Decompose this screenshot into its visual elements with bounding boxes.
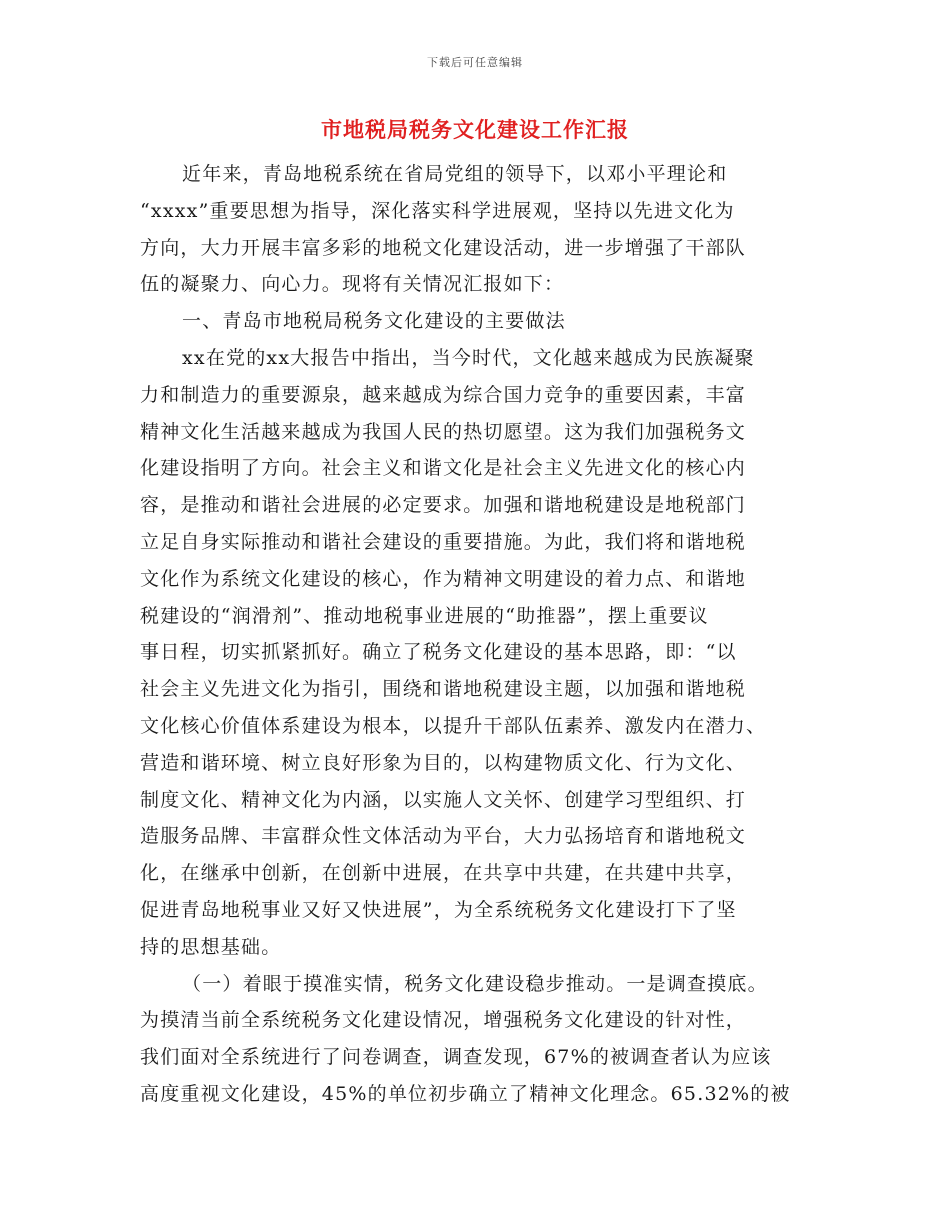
text-line: 事日程，切实抓紧抓好。确立了税务文化建设的基本思路，即：“以 bbox=[140, 641, 737, 664]
text-line: 文化核心价值体系建设为根本，以提升干部队伍素养、激发内在潜力、 bbox=[140, 714, 767, 737]
text-line: 高度重视文化建设，45%的单位初步确立了精神文化理念。65.32%的被 bbox=[140, 1082, 791, 1105]
text-line: 营造和谐环境、树立良好形象为目的，以构建物质文化、行为文化、 bbox=[140, 751, 747, 774]
text-line: 为摸清当前全系统税务文化建设情况，增强税务文化建设的针对性， bbox=[140, 1009, 747, 1032]
text-line: 税建设的“润滑剂”、推动地税事业进展的“助推器”，摆上重要议 bbox=[140, 604, 709, 627]
text-line: 促进青岛地税事业又好又快进展”，为全系统税务文化建设打下了坚 bbox=[140, 898, 737, 921]
text-line: （一）着眼于摸准实情，税务文化建设稳步推动。一是调查摸底。 bbox=[182, 972, 768, 995]
text-line: 持的思想基础。 bbox=[140, 935, 282, 958]
text-line: 制度文化、精神文化为内涵，以实施人文关怀、创建学习型组织、打 bbox=[140, 788, 747, 811]
text-line: 造服务品牌、丰富群众性文体活动为平台，大力弘扬培育和谐地税文 bbox=[140, 825, 747, 848]
text-line: 力和制造力的重要源泉，越来越成为综合国力竞争的重要因素，丰富 bbox=[140, 383, 747, 406]
text-line: 精神文化生活越来越成为我国人民的热切愿望。这为我们加强税务文 bbox=[140, 420, 747, 443]
text-line: 文化作为系统文化建设的核心，作为精神文明建设的着力点、和谐地 bbox=[140, 567, 747, 590]
text-line: 我们面对全系统进行了问卷调查，调查发现，67%的被调查者认为应该 bbox=[140, 1046, 772, 1069]
text-line: 立足自身实际推动和谐社会建设的重要措施。为此，我们将和谐地税 bbox=[140, 530, 747, 553]
text-line: 近年来，青岛地税系统在省局党组的领导下，以邓小平理论和 bbox=[182, 163, 728, 185]
text-line: “xxxx”重要思想为指导，深化落实科学进展观，坚持以先进文化为 bbox=[140, 199, 735, 222]
section-heading: 一、青岛市地税局税务文化建设的主要做法 bbox=[182, 310, 566, 333]
text-line: 容，是推动和谐社会进展的必定要求。加强和谐地税建设是地税部门 bbox=[140, 494, 747, 517]
document-title: 市地税局税务文化建设工作汇报 bbox=[321, 117, 629, 142]
text-line: xx在党的xx大报告中指出，当今时代，文化越来越成为民族凝聚 bbox=[182, 346, 755, 369]
text-line: 方向，大力开展丰富多彩的地税文化建设活动，进一步增强了干部队 bbox=[140, 236, 747, 259]
text-line: 化建设指明了方向。社会主义和谐文化是社会主义先进文化的核心内 bbox=[140, 457, 747, 480]
text-line: 化，在继承中创新，在创新中进展，在共享中共建，在共建中共享， bbox=[140, 862, 747, 885]
header-note: 下载后可任意编辑 bbox=[427, 56, 523, 69]
text-line: 社会主义先进文化为指引，围绕和谐地税建设主题，以加强和谐地税 bbox=[140, 678, 747, 701]
text-line: 伍的凝聚力、向心力。现将有关情况汇报如下： bbox=[140, 273, 565, 296]
document-body bbox=[140, 156, 820, 1113]
